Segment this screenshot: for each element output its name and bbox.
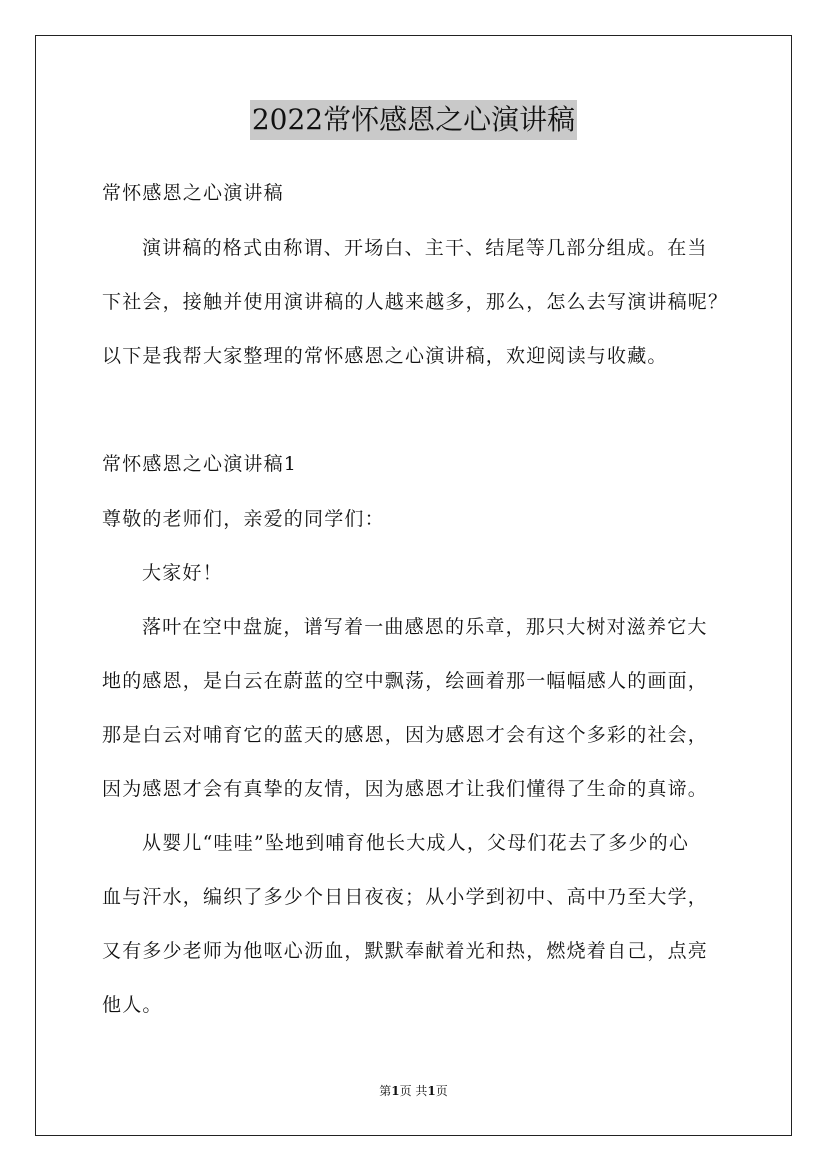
footer-page-total: 1 xyxy=(427,1084,436,1098)
page-footer xyxy=(0,1083,827,1099)
footer-page-suffix: 页 xyxy=(435,1084,448,1098)
title-container xyxy=(0,100,827,140)
salutation: 尊敬的老师们，亲爱的同学们： xyxy=(102,508,385,530)
intro-line-1: 演讲稿的格式由称谓、开场白、主干、结尾等几部分组成。在当 xyxy=(142,237,708,259)
greeting: 大家好！ xyxy=(142,562,223,584)
paragraph1-line-2: 地的感恩，是白云在蔚蓝的空中飘荡，绘画着那一幅幅感人的画面， xyxy=(102,670,709,692)
paragraph1-line-1: 落叶在空中盘旋，谱写着一曲感恩的乐章，那只大树对滋养它大 xyxy=(142,616,708,638)
intro-line-3: 以下是我帮大家整理的常怀感恩之心演讲稿，欢迎阅读与收藏。 xyxy=(102,345,668,367)
paragraph1-line-4: 因为感恩才会有真挚的友情，因为感恩才让我们懂得了生命的真谛。 xyxy=(102,778,709,800)
paragraph2-line-1: 从婴儿“哇哇”坠地到哺育他长大成人，父母们花去了多少的心 xyxy=(142,832,690,854)
footer-page-prefix: 第 xyxy=(379,1084,392,1098)
paragraph2-line-4: 他人。 xyxy=(102,994,163,1016)
section-heading: 常怀感恩之心演讲稿1 xyxy=(102,453,298,475)
paragraph2-line-2: 血与汗水，编织了多少个日日夜夜；从小学到初中、高中乃至大学， xyxy=(102,886,709,908)
paragraph1-line-3: 那是白云对哺育它的蓝天的感恩，因为感恩才会有这个多彩的社会， xyxy=(102,724,709,746)
intro-line-2: 下社会，接触并使用演讲稿的人越来越多，那么，怎么去写演讲稿呢？ xyxy=(102,291,729,313)
footer-page-current: 1 xyxy=(391,1084,400,1098)
document-subtitle: 常怀感恩之心演讲稿 xyxy=(102,182,284,204)
paragraph2-line-3: 又有多少老师为他呕心沥血，默默奉献着光和热，燃烧着自己，点亮 xyxy=(102,940,709,962)
document-title: 2022常怀感恩之心演讲稿 xyxy=(250,100,577,140)
footer-page-mid: 页 共 xyxy=(399,1084,428,1098)
